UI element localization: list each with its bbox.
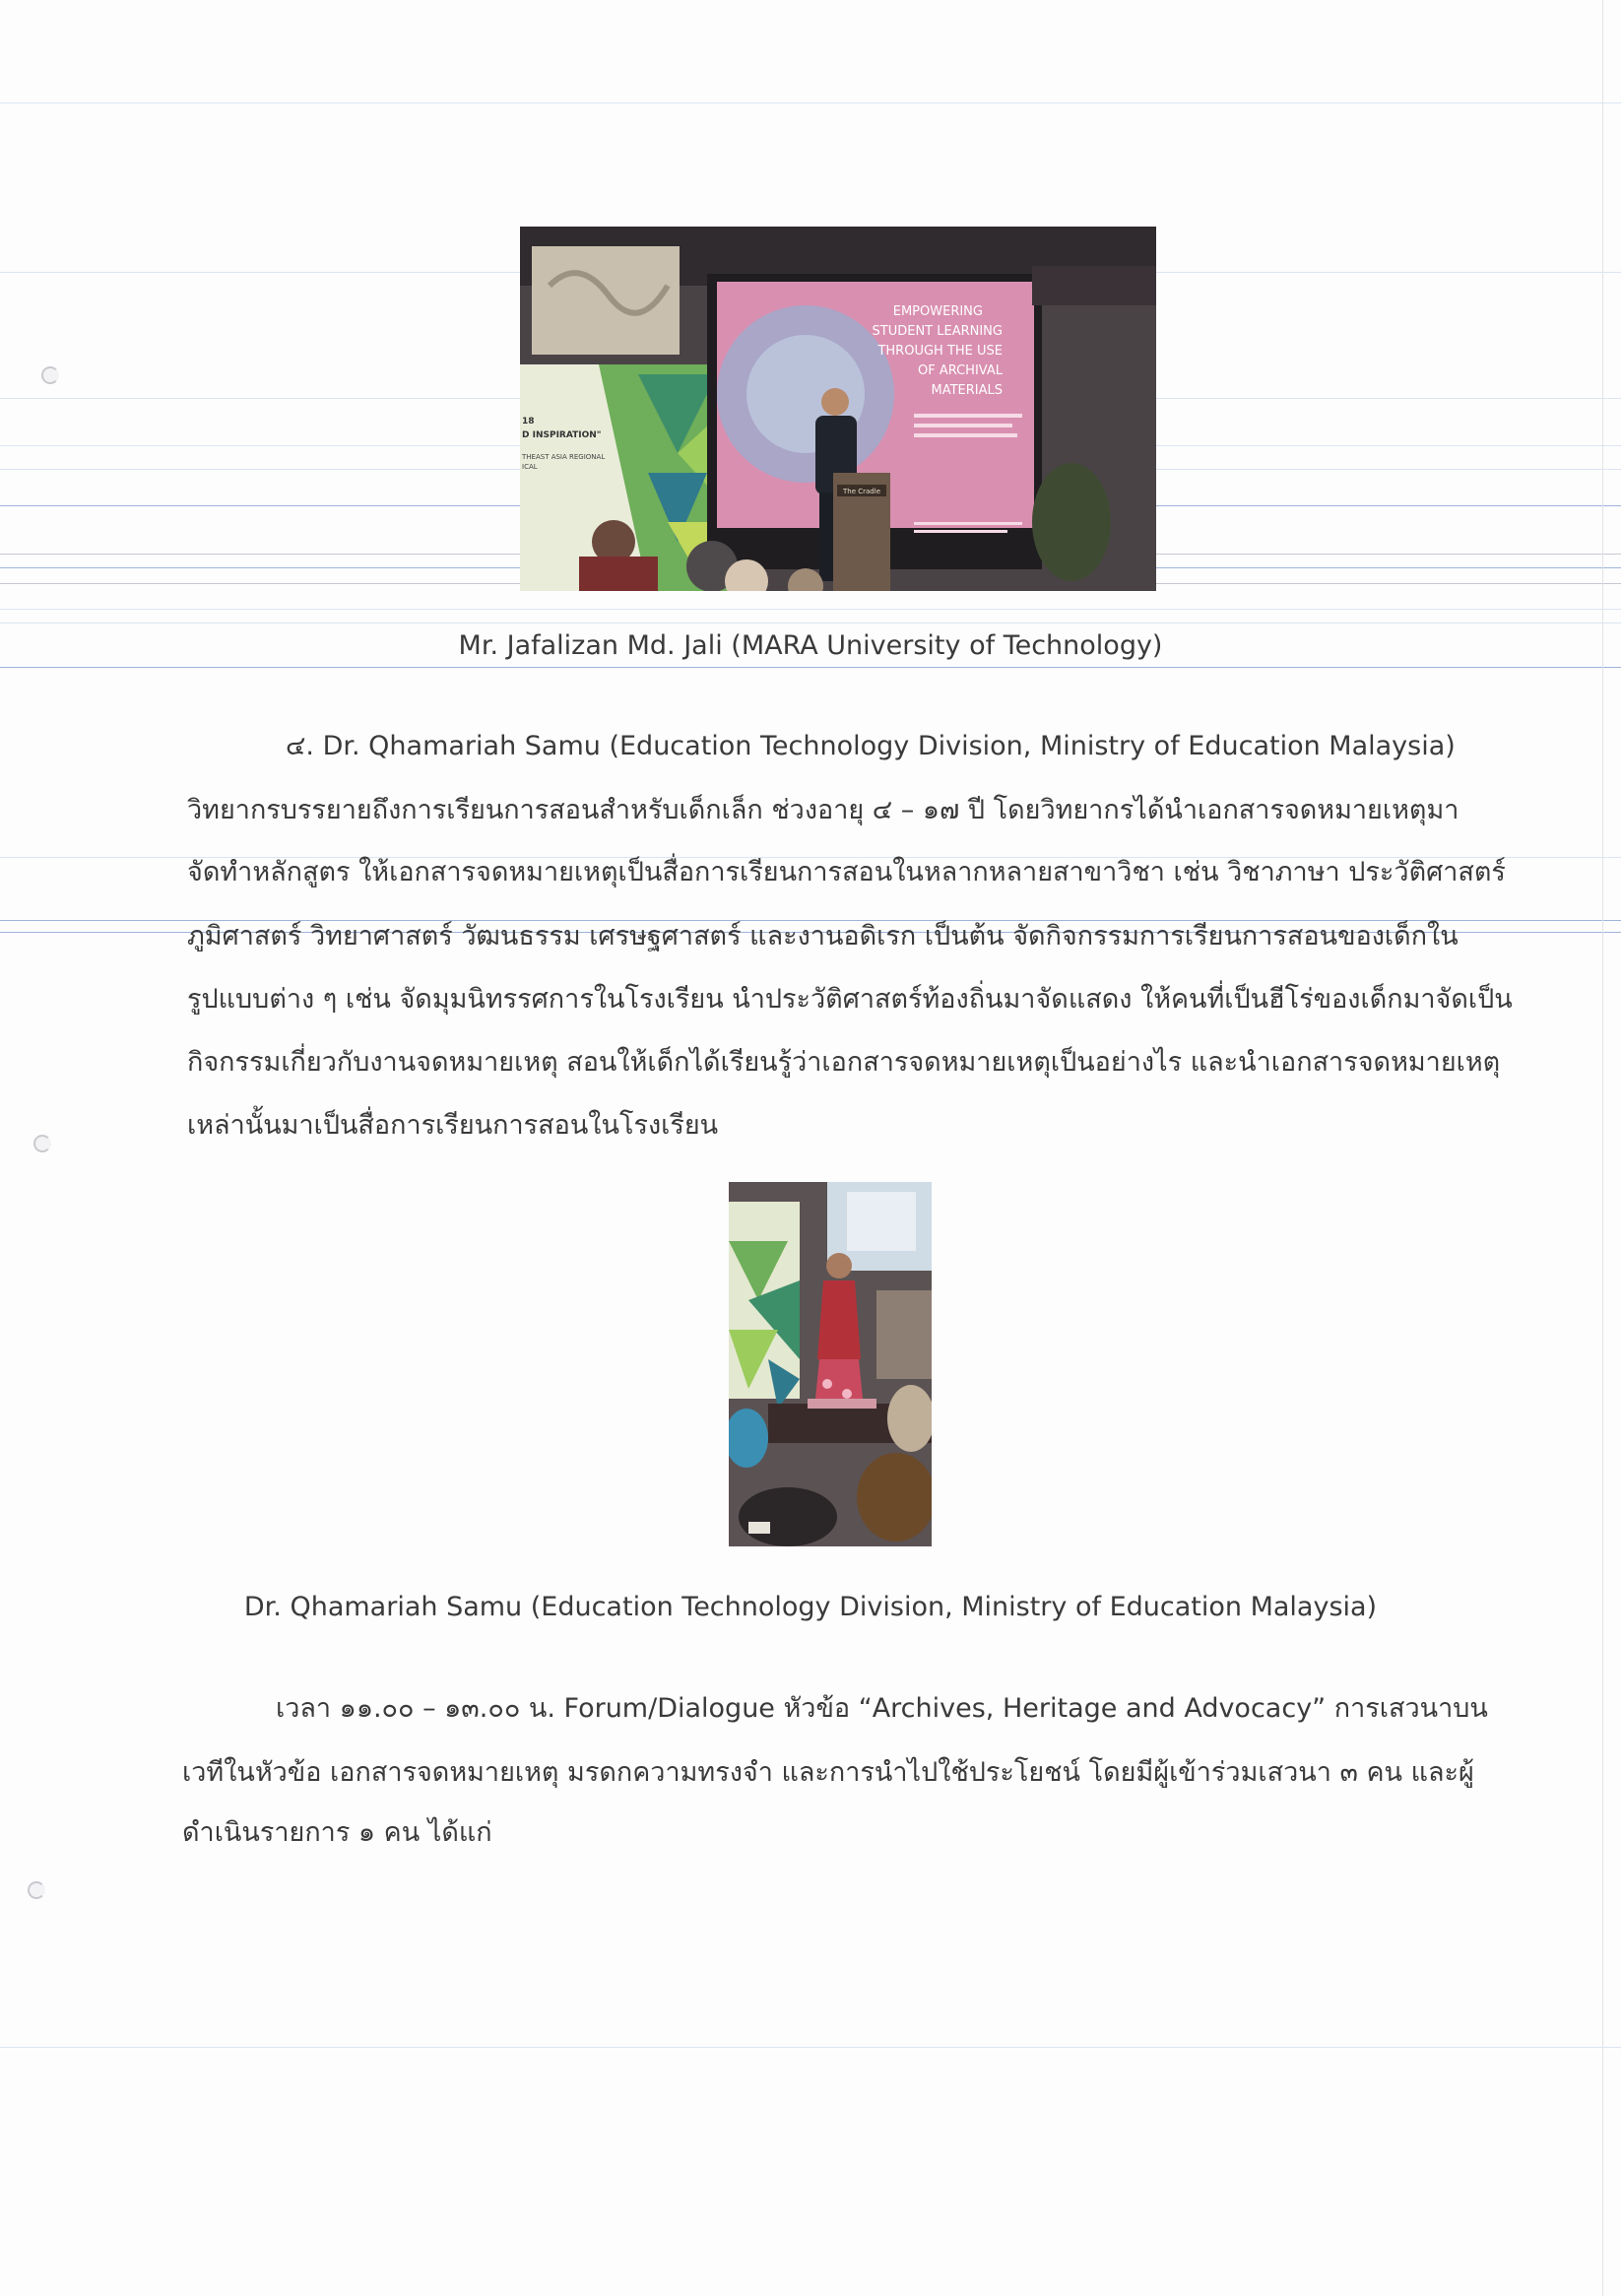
conference-scene-illustration [520,227,1156,591]
section4-line-2: จัดทำหลักสูตร ให้เอกสารจดหมายเหตุเป็นสื่อการเรียนการสอนในหลากหลายสาขาวิชา เช่น วิชาภาษา ประวัติศาสตร์ [187,857,1506,887]
punch-hole [33,1135,51,1152]
screen-title-1: EMPOWERING [892,304,983,319]
photo1-caption: Mr. Jafalizan Md. Jali (MARA University of Technology) [458,630,1163,661]
banner-text-3: THEAST ASIA REGIONAL [522,453,606,461]
screen-title-4: OF ARCHIVAL [917,363,1003,378]
page-edge [1602,0,1603,2296]
scan-line [0,2047,1621,2048]
scan-line [0,609,1621,610]
section4-heading: ๔. Dr. Qhamariah Samu (Education Technology Division, Ministry of Education Malaysia) [286,731,1456,761]
screen-title-5: MATERIALS [931,383,1003,398]
photo2-caption: Dr. Qhamariah Samu (Education Technology Division, Ministry of Education Malaysia) [243,1592,1378,1622]
screen-title-3: THROUGH THE USE [877,344,1003,359]
section4-line-6: เหล่านั้นมาเป็นสื่อการเรียนการสอนในโรงเรียน [187,1110,719,1141]
punch-hole [41,366,59,384]
screen-title-2: STUDENT LEARNING [872,324,1003,339]
punch-hole [28,1881,45,1899]
podium-sign: The Cradle [843,488,880,495]
forum-line-2: เวทีในหัวข้อ เอกสารจดหมายเหตุ มรดกความทรงจำ และการนำไปใช้ประโยชน์ โดยมีผู้เข้าร่วมเสวนา ๓ คน และผู้ [182,1757,1474,1788]
section4-line-4: รูปแบบต่าง ๆ เช่น จัดมุมนิทรรศการในโรงเรียน นำประวัติศาสตร์ท้องถิ่นมาจัดแสดง ให้คนที่เป็นฮีโร่ของเด็กมาจัดเป็น [187,984,1513,1015]
banner-text-2: D INSPIRATION" [522,430,602,440]
forum-line-1: เวลา ๑๑.๐๐ – ๑๓.๐๐ น. Forum/Dialogue หัวข้อ “Archives, Heritage and Advocacy” การเสวนาบน [276,1693,1488,1724]
forum-line-3: ดำเนินรายการ ๑ คน ได้แก่ [182,1817,492,1848]
section4-line-1: วิทยากรบรรยายถึงการเรียนการสอนสำหรับเด็กเล็ก ช่วงอายุ ๔ – ๑๗ ปี โดยวิทยากรได้นำเอกสารจดหมายเหตุมา [187,795,1459,825]
female-speaker-illustration [729,1182,932,1546]
section4-line-5: กิจกรรมเกี่ยวกับงานจดหมายเหตุ สอนให้เด็กได้เรียนรู้ว่าเอกสารจดหมายเหตุเป็นอย่างไร และนำเอกสารจดหมายเหตุ [187,1047,1501,1078]
scan-line [0,102,1621,103]
speaker-photo-jafalizan [520,227,1156,591]
scan-line [0,667,1621,668]
banner-text-4: ICAL [522,463,538,471]
banner-text-1: 18 [522,417,535,426]
speaker-photo-qhamariah [729,1182,932,1546]
section4-line-3: ภูมิศาสตร์ วิทยาศาสตร์ วัฒนธรรม เศรษฐศาสตร์ และงานอดิเรก เป็นต้น จัดกิจกรรมการเรียนการสอนของเด็กใน [187,921,1459,951]
